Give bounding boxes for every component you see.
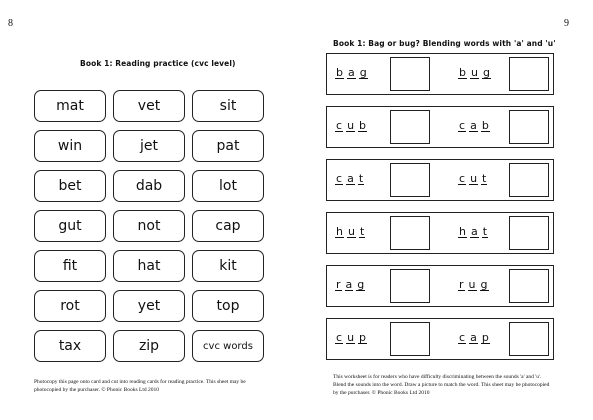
sound-letter: u bbox=[470, 172, 478, 185]
blending-row bbox=[326, 212, 554, 254]
sound-letter: c bbox=[336, 172, 343, 185]
sound-letter: t bbox=[358, 172, 364, 185]
reading-card: sit bbox=[192, 90, 264, 122]
picture-box bbox=[509, 110, 549, 144]
blending-row bbox=[326, 265, 554, 307]
blend-word bbox=[458, 279, 489, 291]
picture-box bbox=[509, 57, 549, 91]
sound-letter: p bbox=[481, 331, 489, 344]
blend-word bbox=[335, 226, 365, 238]
sound-letter: h bbox=[336, 225, 343, 238]
sound-letter: u bbox=[347, 119, 355, 132]
sound-letter: g bbox=[482, 66, 490, 79]
reading-card: kit bbox=[192, 250, 264, 282]
sound-letter: a bbox=[347, 172, 354, 185]
sound-letter: g bbox=[359, 66, 367, 79]
reading-card: top bbox=[192, 290, 264, 322]
blend-word bbox=[335, 67, 368, 79]
picture-box bbox=[390, 322, 430, 356]
reading-card: jet bbox=[113, 130, 185, 162]
left-footer-line: photocopied by the purchaser. © Phonic Books Ltd 2010 bbox=[34, 387, 160, 393]
picture-box bbox=[390, 216, 430, 250]
right-page-number: 9 bbox=[564, 18, 569, 29]
reading-card: hat bbox=[113, 250, 185, 282]
reading-card: gut bbox=[34, 210, 106, 242]
reading-card: fit bbox=[34, 250, 106, 282]
blend-word bbox=[335, 279, 365, 291]
sound-letter: c bbox=[459, 119, 466, 132]
blend-word bbox=[458, 67, 491, 79]
blend-word bbox=[335, 332, 367, 344]
blend-word bbox=[335, 173, 364, 185]
right-footer-line: This worksheet is for readers who have difficulty discriminating between the sounds 'a' and 'u'. bbox=[333, 374, 542, 380]
sound-letter: t bbox=[482, 172, 487, 185]
sound-letter: p bbox=[359, 331, 367, 344]
right-footer-line: by the purchaser. © Phonic Books Ltd 2010 bbox=[333, 390, 430, 396]
sound-letter: b bbox=[359, 119, 367, 132]
reading-card: not bbox=[113, 210, 185, 242]
sound-letter: a bbox=[470, 331, 477, 344]
sound-letter: r bbox=[459, 278, 464, 291]
sound-letter: t bbox=[482, 225, 488, 238]
blend-word bbox=[458, 173, 487, 185]
sound-letter: c bbox=[336, 119, 343, 132]
sound-letter: b bbox=[336, 66, 343, 79]
sound-letter: h bbox=[459, 225, 466, 238]
left-footer-line: Photocopy this page onto card and cut into reading cards for reading practice. This sheet may be bbox=[34, 379, 246, 385]
sound-letter: t bbox=[359, 225, 365, 238]
picture-box bbox=[390, 269, 430, 303]
reading-card: mat bbox=[34, 90, 106, 122]
blend-word bbox=[335, 120, 367, 132]
right-footer-line: Blend the sounds into the word. Draw a picture to match the word. This sheet may be photocopied bbox=[333, 382, 550, 388]
picture-box bbox=[390, 110, 430, 144]
reading-card: rot bbox=[34, 290, 106, 322]
sound-letter: u bbox=[470, 66, 478, 79]
reading-card: yet bbox=[113, 290, 185, 322]
sound-letter: g bbox=[480, 278, 488, 291]
sound-letter: c bbox=[459, 331, 466, 344]
left-footer bbox=[34, 378, 246, 394]
picture-box bbox=[509, 269, 549, 303]
sound-letter: c bbox=[459, 172, 466, 185]
reading-card: win bbox=[34, 130, 106, 162]
reading-card: cvc words bbox=[192, 330, 264, 362]
picture-box bbox=[509, 163, 549, 197]
right-footer bbox=[333, 373, 549, 397]
sound-letter: a bbox=[470, 225, 478, 238]
picture-box bbox=[509, 322, 549, 356]
reading-card: lot bbox=[192, 170, 264, 202]
reading-card: dab bbox=[113, 170, 185, 202]
blend-word bbox=[458, 332, 490, 344]
reading-card: cap bbox=[192, 210, 264, 242]
reading-card: zip bbox=[113, 330, 185, 362]
reading-card: vet bbox=[113, 90, 185, 122]
sound-letter: u bbox=[468, 278, 476, 291]
reading-card: tax bbox=[34, 330, 106, 362]
sound-letter: a bbox=[345, 278, 353, 291]
picture-box bbox=[390, 163, 430, 197]
blending-row bbox=[326, 106, 554, 148]
blending-row bbox=[326, 53, 554, 95]
sound-letter: b bbox=[481, 119, 489, 132]
sound-letter: u bbox=[347, 225, 355, 238]
blending-row bbox=[326, 159, 554, 201]
left-page-title: Book 1: Reading practice (cvc level) bbox=[80, 59, 236, 68]
picture-box bbox=[390, 57, 430, 91]
blend-word bbox=[458, 226, 488, 238]
sound-letter: a bbox=[470, 119, 477, 132]
right-page-title: Book 1: Bag or bug? Blending words with 'a' and 'u' bbox=[333, 39, 556, 48]
picture-box bbox=[509, 216, 549, 250]
blending-row bbox=[326, 318, 554, 360]
sound-letter: g bbox=[357, 278, 365, 291]
left-page-number: 8 bbox=[8, 18, 13, 29]
blend-word bbox=[458, 120, 490, 132]
reading-card: bet bbox=[34, 170, 106, 202]
sound-letter: b bbox=[459, 66, 466, 79]
sound-letter: u bbox=[347, 331, 355, 344]
reading-card: pat bbox=[192, 130, 264, 162]
sound-letter: a bbox=[347, 66, 355, 79]
sound-letter: r bbox=[336, 278, 341, 291]
sound-letter: c bbox=[336, 331, 343, 344]
